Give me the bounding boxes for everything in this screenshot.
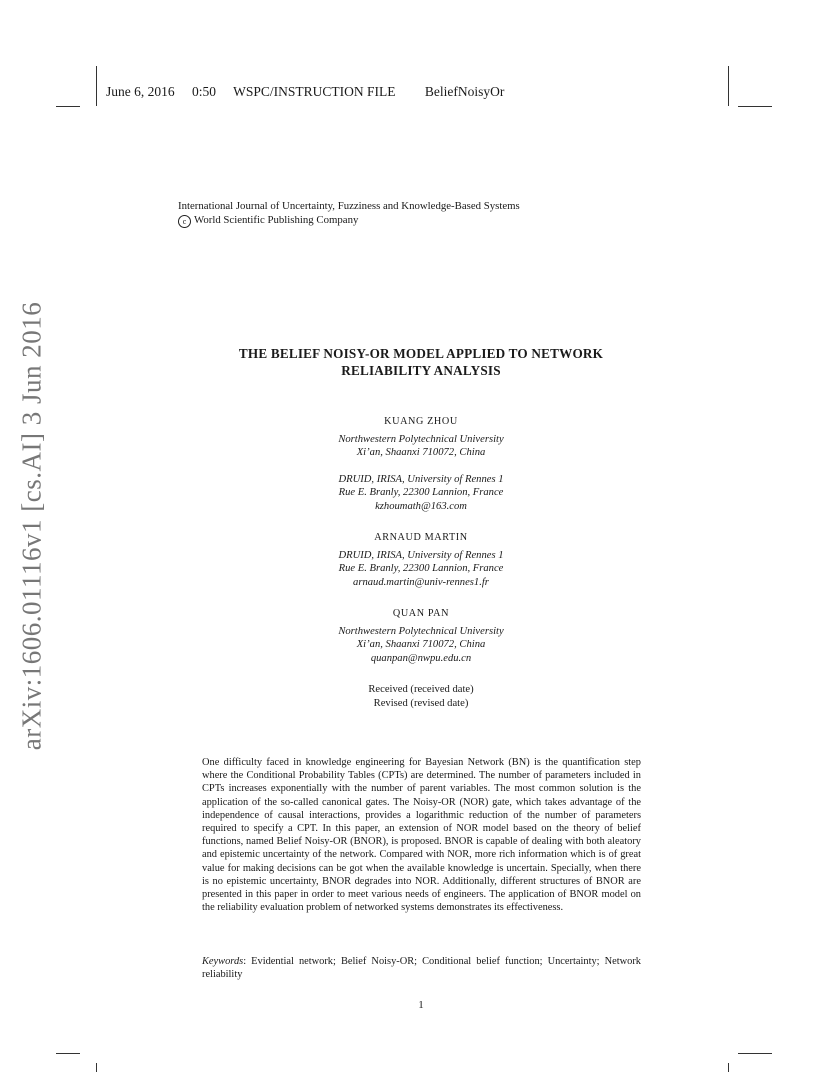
crop-mark [56,1053,80,1054]
affiliation-line: Xi’an, Shaanxi 710072, China [356,447,486,459]
abstract: One difficulty faced in knowledge engineering for Bayesian Network (BN) is the quantification step where the Conditional Probability Tables (CPTs) are determined. The number of parameters included in CPTs increases exponentially with the number of parent variables. The most common solution is the application of the so-called canonical gates. The Noisy-OR (NOR) gate, which takes advantage of the independence of causal interactions, provides a logarithmic reduction of the number of parameters required to specify a CPT. In this paper, an extension of NOR model based on the theory of belief functions, named Belief Noisy-OR (BNOR), is proposed. BNOR is capable of dealing with both aleatory and epistemic uncertainty of the network. Compared with NOR, more rich information which is of great value for making decisions can be got when the available knowledge is uncertain. Specially, when there is no epistemic uncertainty, BNOR degrades into NOR. Additionally, different structures of BNOR are presented in this paper in order to meet various needs of engineers. The application of BNOR model on the reliability evaluation problem of networked systems demonstrates its effectiveness. [202,757,641,914]
crop-mark [728,1063,729,1072]
page-number: 1 [418,999,424,1011]
arxiv-stamp: arXiv:1606.01116v1 [cs.AI] 3 Jun 2016 [16,301,47,751]
journal-name: International Journal of Uncertainty, Fuzziness and Knowledge-Based Systems [178,200,520,212]
affiliation-line: DRUID, IRISA, University of Rennes 1 [338,473,504,485]
keywords [202,955,641,981]
journal-info [178,199,520,228]
header-time: 0:50 [192,84,217,99]
journal-publisher: World Scientific Publishing Company [194,214,359,226]
header-date: June 6, 2016 [106,84,175,99]
author-block-1 [250,415,592,514]
author-name: KUANG ZHOU [384,416,458,427]
crop-mark [738,1053,772,1054]
title-line-2: RELIABILITY ANALYSIS [341,363,501,378]
title-line-1: THE BELIEF NOISY-OR MODEL APPLIED TO NETWORK [238,346,604,361]
revised-date: Revised (revised date) [373,697,469,709]
affiliation-line: DRUID, IRISA, University of Rennes 1 [338,549,504,561]
author-block-2 [250,531,592,589]
submission-dates [250,683,592,710]
crop-mark [738,106,772,107]
affiliation-line: Xi’an, Shaanxi 710072, China [356,639,486,651]
copyright-icon: c [178,215,191,228]
affiliation-line: Northwestern Polytechnical University [338,433,504,445]
author-email[interactable]: arnaud.martin@univ-rennes1.fr [353,576,489,588]
crop-mark [728,66,729,106]
header-file-name: BeliefNoisyOr [424,84,505,99]
keywords-label: Keywords [202,956,244,967]
paper-title [180,345,662,379]
header-file-type: WSPC/INSTRUCTION FILE [233,84,396,99]
keywords-text: : Evidential network; Belief Noisy-OR; Conditional belief function; Uncertainty; Network reliability [202,956,641,981]
affiliation-line: Northwestern Polytechnical University [338,625,504,637]
running-header [106,84,518,100]
affiliation-line: Rue E. Branly, 22300 Lannion, France [338,563,504,575]
author-name: ARNAUD MARTIN [374,532,468,543]
author-block-3 [250,607,592,665]
crop-mark [96,66,97,106]
author-email[interactable]: kzhoumath@163.com [375,500,467,512]
author-name: QUAN PAN [392,608,450,619]
journal-publisher-line [178,213,520,228]
crop-mark [96,1063,97,1072]
crop-mark [56,106,80,107]
received-date: Received (received date) [368,684,474,695]
author-email[interactable]: quanpan@nwpu.edu.cn [370,652,472,664]
affiliation-line: Rue E. Branly, 22300 Lannion, France [338,487,504,499]
